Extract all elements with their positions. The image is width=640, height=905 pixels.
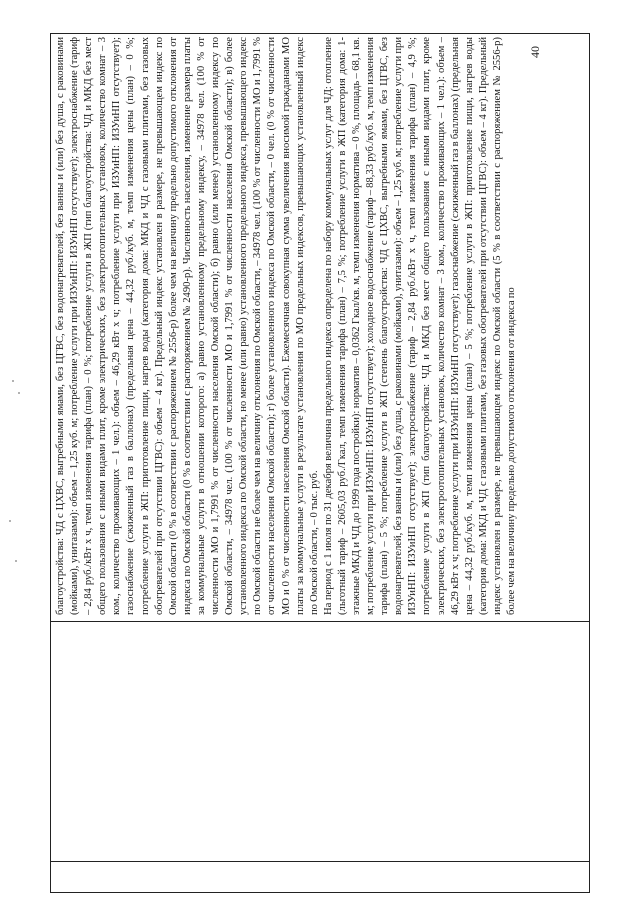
paragraph: благоустройства: ЧД с ЦХВС, выгребными ямами, без ЦГВС, без водонагревателей, без ванны и (или) без душа, с раковинами (мойками), унитазами): объем – 1,25 куб. м; потребление услуги при ИЗУиНП: ИЗУиНП отсутствует); электроснабжение (тариф – 2,84 руб./кВт х ч, темп изменения тарифа (план) – 0 %; потребление услуги в ЖП (тип благоустройства: ЧД и МКД без мест общего пользования с иными видами плит, кроме электрических, без электроотопительных установок, количество комнат – 3 ком., количество проживающих – 1 чел.): объем – 46,29 кВт х ч; потребление услуги при ИЗУиНП: ИЗУиНП отсутствует); газоснабжение (сжиженный газ в баллонах) (предельная цена – 44,32 руб./куб. м, темп изменения цены (план) – 0 %; потребление услуги в ЖП: приготовление пищи, нагрев воды (категория дома: МКД и ЧД с газовыми плитами, без газовых обогревателей при отсутствии ЦГВС): объем – 4 кг). Предельный индекс установлен в размере, не превышающем индекс по Омской области (0 % в соответствии с распоряжением № 2556-р) более чем на величину предельно допустимого отклонения от индекса по Омской области (0 % в соответствии с распоряжением № 2490-р). Численность населения, изменение размера платы за коммунальные услуги в отношении которого: а) равно установленному предельному индексу, – 34978 чел. (100 % от численности МО и 1,7991 % от численности населения Омской области); б) равно (или менее) установленному индексу по Омской области, – 34978 чел. (100 % от численности МО и 1,7991 % от численности населения Омской области); в) более установленного индекса по Омской области, но менее (или равно) установленного предельного индекса, превышающего индекс по Омской области не более чем на величину отклонения по Омской области, – 34978 чел. (100 % от численности МО и 1,7991 % от численности населения Омской области); г) более установленного индекса по Омской области, – 0 чел. (0 % от численности МО и 0 % от численности населения Омской области). Ежемесячная совокупная сумма увеличения вносимой гражданами МО платы за коммунальные услуги в результате установления по МО предельных индексов, превышающих установленный индекс по Омской области, – 0 тыс. руб. — [55, 37, 320, 615]
column-divider — [51, 621, 589, 622]
scan-speck — [9, 520, 11, 522]
scan-speck — [12, 380, 14, 382]
table-frame — [50, 33, 590, 893]
description-cell — [54, 37, 588, 615]
rotated-page-content — [50, 33, 590, 893]
page-number: 40 — [528, 46, 542, 58]
scan-speck — [18, 392, 20, 394]
scan-speck — [15, 560, 17, 562]
paragraph: На период с 1 июля по 31 декабря величина предельного индекса определена по набору коммунальных услуг для ЧД: отопление (льготный тариф – 2605,03 руб./Гкал, темп изменения тарифа (план) – 7,5 %; потребление услуги в ЖП (категория дома: 1-этажные МКД и ЧД до 1999 года постройки): норматив – 0,0362 Гкал/кв. м, темп изменения норматива – 0 %, площадь – 68,1 кв. м; потребление услуги при ИЗУиНП: ИЗУиНП отсутствует); холодное водоснабжение (тариф – 88,33 руб./куб. м, темп изменения тарифа (план) – 5 %; потребление услуги в ЖП (степень благоустройства: ЧД с ЦХВС, выгребными ямами, без ЦГВС, без водонагревателей, без ванны и (или) без душа, с раковинами (мойками), унитазами): объем – 1,25 куб. м; потребление услуги при ИЗУиНП: ИЗУиНП отсутствует); электроснабжение (тариф – 2,84 руб./кВт х ч, темп изменения тарифа (план) – 4,9 %; потребление услуги в ЖП (тип благоустройства: ЧД и МКД без мест общего пользования с иными видами плит, кроме электрических, без электроотопительных установок, количество комнат – 3 ком., количество проживающих – 1 чел.): объем – 46,29 кВт х ч; потребление услуги при ИЗУиНП: ИЗУиНП отсутствует); газоснабжение (сжиженный газ в баллонах) (предельная цена – 44,32 руб./куб. м, темп изменения цены (план) – 5 %; потребление услуги в ЖП: приготовление пищи, нагрев воды (категория дома: МКД и ЧД с газовыми плитами, без газовых обогревателей при отсутствии ЦГВС): объем – 4 кг). Предельный индекс установлен в размере, не превышающем индекс по Омской области (5 % в соответствии с распоряжением № 2556-р) более чем на величину предельно допустимого отклонения от индекса по — [322, 37, 517, 615]
column-divider — [51, 861, 589, 862]
